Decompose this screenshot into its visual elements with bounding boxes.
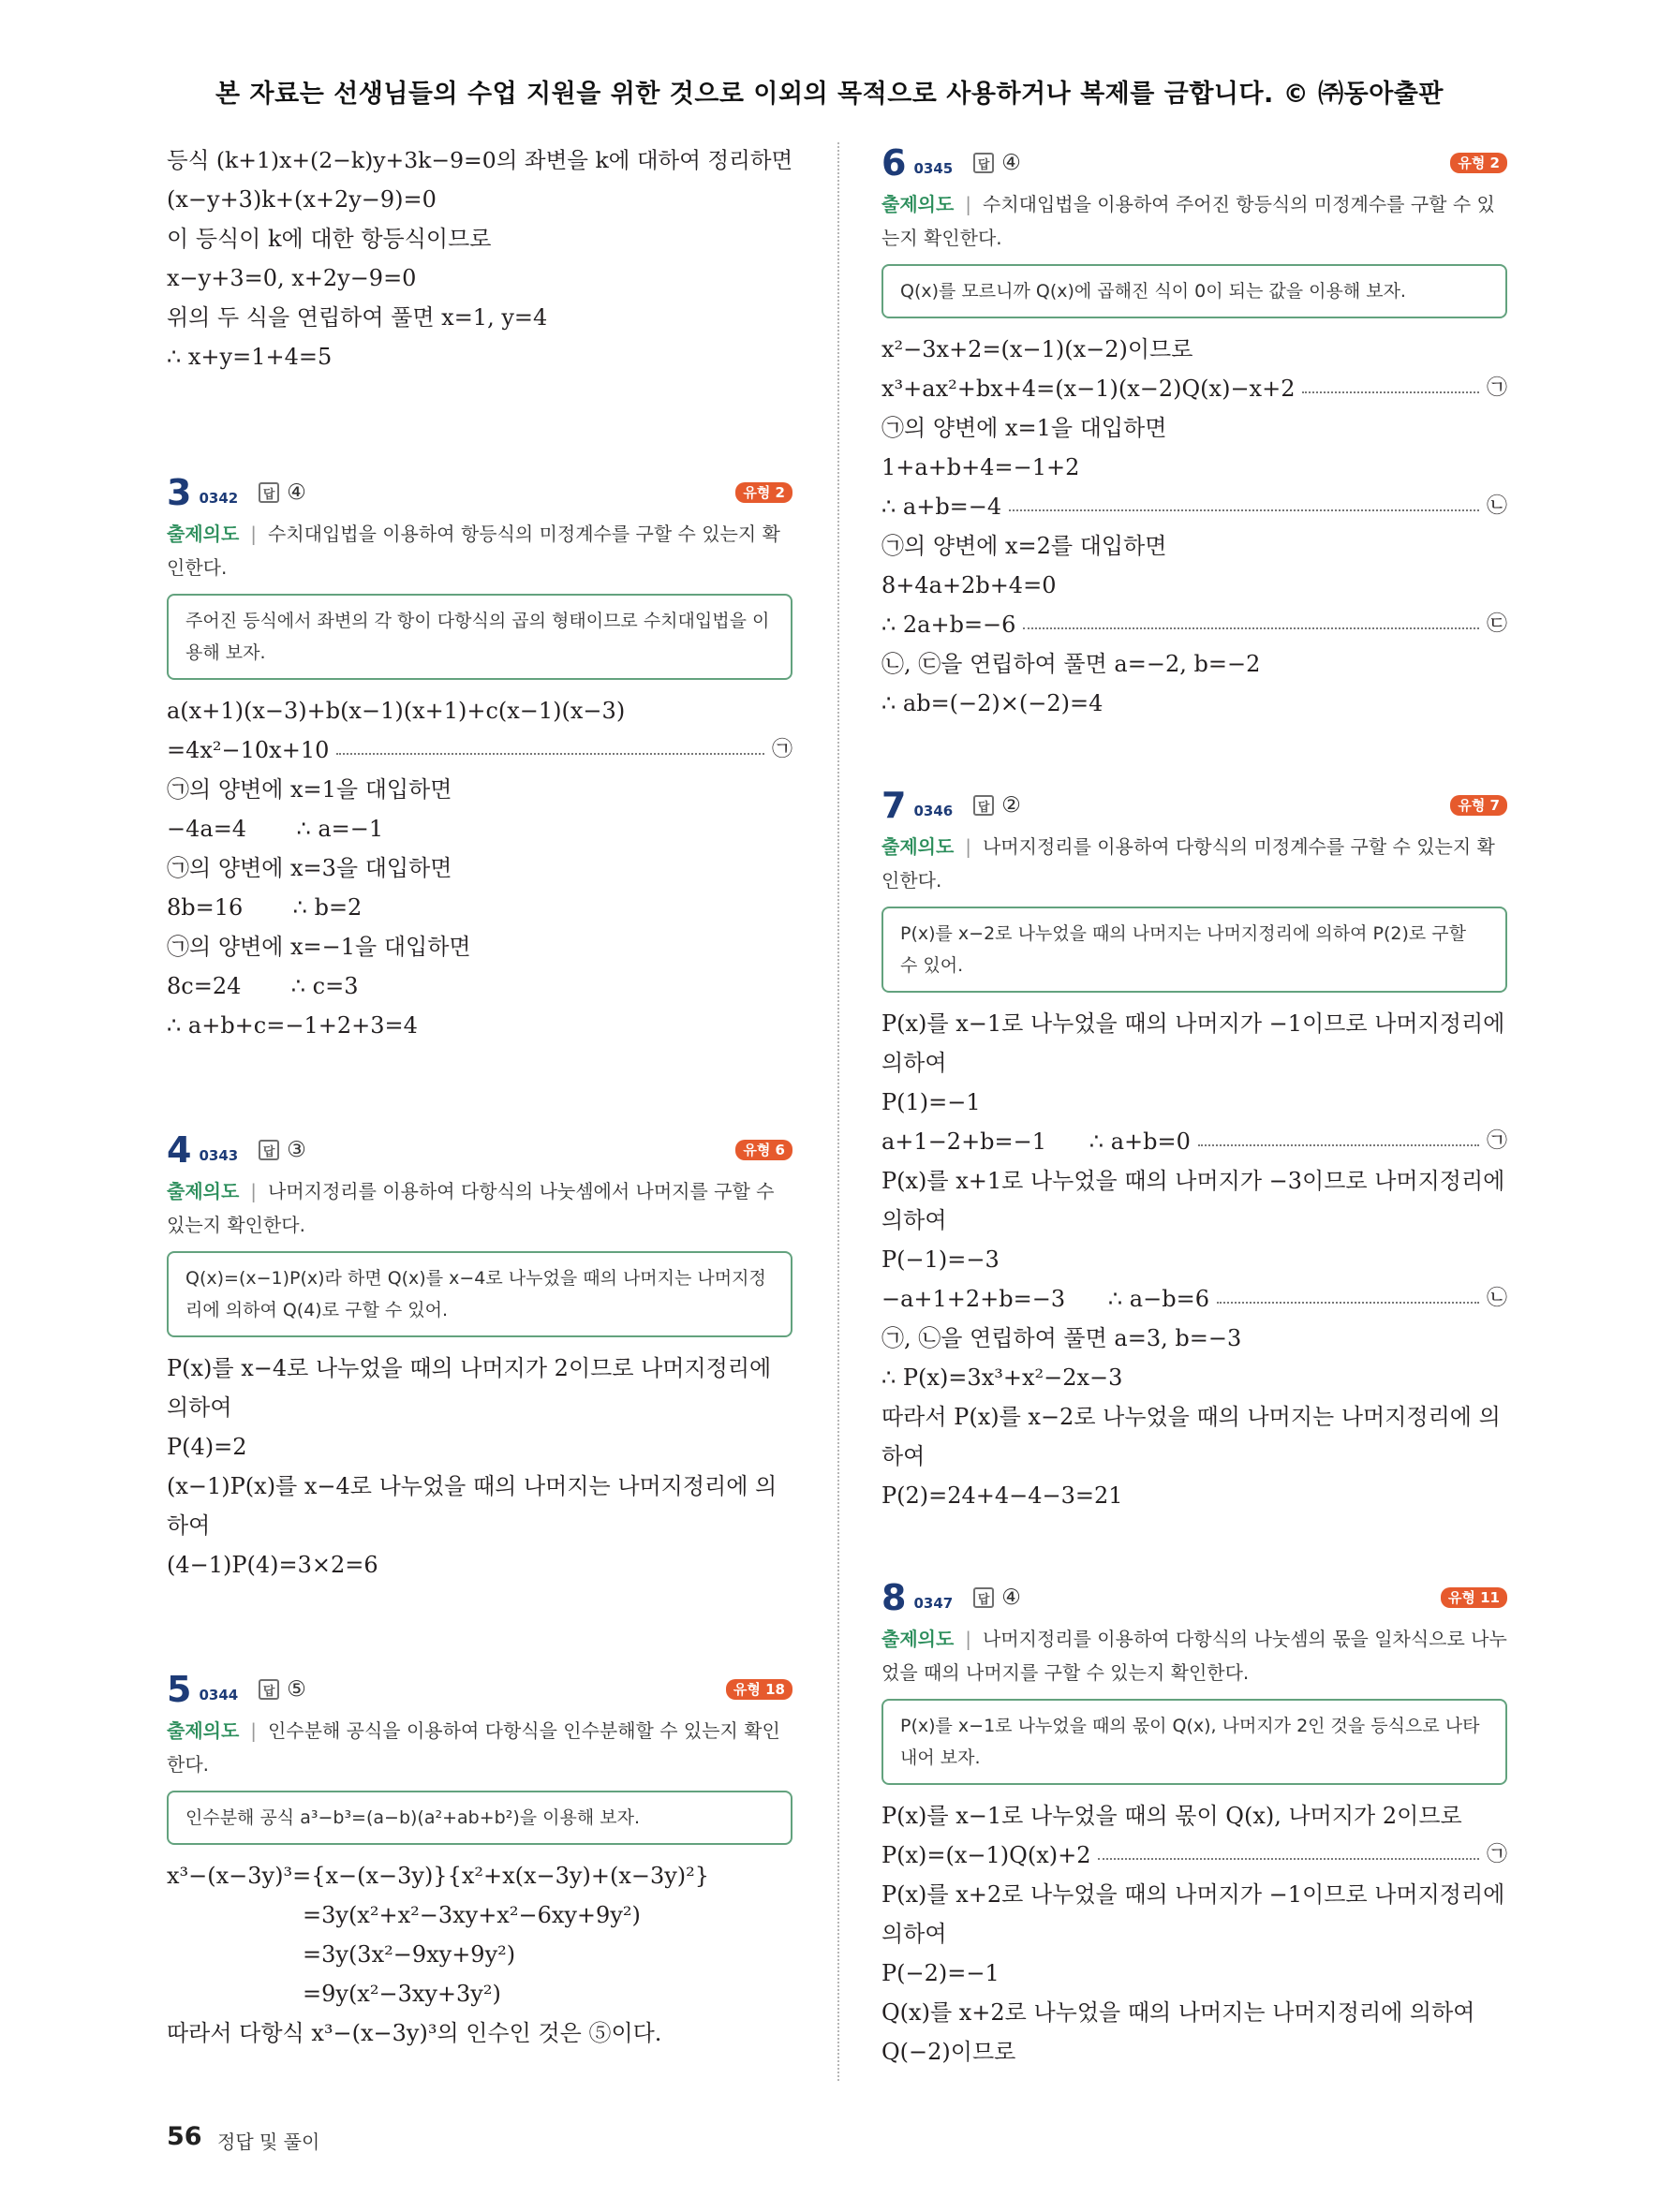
solution-line: −4a=4 ∴ a=−1 [167,816,384,842]
solution-line [167,730,792,770]
intent-text: 출제의도 | 수치대입법을 이용하여 항등식의 미정계수를 구할 수 있는지 확인한다. [167,523,780,579]
solution-line: x²−3x+2=(x−1)(x−2)이므로 [881,336,1193,362]
hint-box: Q(x)=(x−1)P(x)라 하면 Q(x)를 x−4로 나누었을 때의 나머지는 나머지정리에 의하여 Q(4)로 구할 수 있어. [167,1251,792,1337]
problem-code: 0347 [913,1595,954,1612]
type-badge: 유형 2 [1450,153,1507,173]
hint-box: 주어진 등식에서 좌변의 각 항이 다항식의 곱의 형태이므로 수치대입법을 이용해 보자. [167,594,792,680]
intro-solution [167,140,792,376]
equation-text: ∴ 2a+b=−6 [881,612,1016,638]
problem-7 [881,787,1507,1515]
intent-text: 출제의도 | 인수분해 공식을 이용하여 다항식을 인수분해할 수 있는지 확인한다. [167,1719,780,1776]
type-badge: 유형 2 [735,482,792,503]
equation-marker: ㉠ [1486,376,1507,400]
equation-text: a+1−2+b=−1 ∴ a+b=0 [881,1128,1191,1155]
answer-icon: 답 [973,1587,994,1608]
problem-number: 7 [881,785,907,826]
solution-line: Q(x)를 x+2로 나누었을 때의 나머지는 나머지정리에 의하여 [881,1999,1475,2026]
equation-marker: ㉠ [771,738,792,761]
solution-line: ㉠, ㉡을 연립하여 풀면 a=3, b=−3 [881,1325,1242,1351]
answer-icon: 답 [259,482,279,503]
solution-line: P(1)=−1 [881,1089,981,1115]
answer-icon: 답 [259,1679,279,1700]
intent-body: 수치대입법을 이용하여 주어진 항등식의 미정계수를 구할 수 있는지 확인한다. [881,193,1495,249]
left-column [167,140,792,2053]
equation-text: ∴ a+b=−4 [881,494,1002,520]
solution-line: =9y(x²−3xy+3y²) [303,1981,501,2007]
type-badge: 유형 18 [726,1679,792,1700]
intent-label: 출제의도 [881,835,955,858]
solution-line: =3y(x²+x²−3xy+x²−6xy+9y²) [303,1902,641,1928]
solution-line: 이 등식이 k에 대한 항등식이므로 [167,226,492,252]
answer-value: ④ [1001,1585,1021,1610]
answer-icon: 답 [973,153,994,173]
hint-box: 인수분해 공식 a³−b³=(a−b)(a²+ab+b²)을 이용해 보자. [167,1791,792,1845]
solution-line: a(x+1)(x−3)+b(x−1)(x+1)+c(x−1)(x−3) [167,698,626,724]
problem-header [881,144,1507,182]
intent-body: 인수분해 공식을 이용하여 다항식을 인수분해할 수 있는지 확인한다. [167,1719,780,1776]
solution-line: P(−1)=−3 [881,1246,1000,1273]
answer-icon: 답 [259,1140,279,1160]
solution-line: P(x)를 x−1로 나누었을 때의 몫이 Q(x), 나머지가 2이므로 [881,1803,1462,1829]
equation-text: −a+1+2+b=−3 ∴ a−b=6 [881,1286,1209,1312]
type-badge: 유형 11 [1441,1587,1507,1608]
problem-code: 0346 [913,803,954,819]
solution-line: ㉠의 양변에 x=3을 대입하면 [167,855,452,881]
intent-text: 출제의도 | 나머지정리를 이용하여 다항식의 나눗셈에서 나머지를 구할 수 있는지 확인한다. [167,1180,775,1236]
solution-line: 따라서 P(x)를 x−2로 나누었을 때의 나머지는 나머지정리에 의하여 [881,1404,1501,1469]
problem-3 [167,474,792,1045]
intent-label: 출제의도 [881,1628,955,1650]
hint-box: P(x)를 x−2로 나누었을 때의 나머지는 나머지정리에 의하여 P(2)로 구할 수 있어. [881,907,1507,993]
solution-line: 따라서 다항식 x³−(x−3y)³의 인수인 것은 ⑤이다. [167,2020,662,2046]
equation-marker: ㉡ [1486,1287,1507,1310]
problem-number: 6 [881,142,907,184]
solution-line: (x−y+3)k+(x+2y−9)=0 [167,186,437,213]
equation-text: =4x²−10x+10 [167,737,330,763]
problem-header [167,474,792,511]
equation-marker: ㉠ [1486,1843,1507,1866]
solution-line [881,1836,1507,1875]
problem-header [881,1579,1507,1616]
answer-value: ③ [287,1138,306,1162]
solution-line: =3y(3x²−9xy+9y²) [303,1941,516,1968]
problem-header [167,1131,792,1169]
problem-code: 0344 [199,1687,239,1703]
page-number: 56 [167,2122,202,2151]
equation-marker: ㉡ [1486,494,1507,518]
right-column [881,140,1507,2072]
answer-value: ⑤ [287,1677,306,1702]
copyright-notice: 본 자료는 선생님들의 수업 지원을 위한 것으로 이외의 목적으로 사용하거나 복제를 금합니다. © ㈜동아출판 [215,80,1444,109]
solution-line: (x−1)P(x)를 x−4로 나누었을 때의 나머지는 나머지정리에 의하여 [167,1473,778,1539]
equation-marker: ㉢ [1486,612,1507,636]
problem-code: 0343 [199,1147,239,1164]
problem-header [167,1671,792,1708]
solution-line: ㉠의 양변에 x=2를 대입하면 [881,533,1167,559]
hint-box: P(x)를 x−1로 나누었을 때의 몫이 Q(x), 나머지가 2인 것을 등식으로 나타내어 보자. [881,1699,1507,1785]
solution-line: P(x)를 x+1로 나누었을 때의 나머지가 −3이므로 나머지정리에 의하여 [881,1168,1505,1233]
solution-line [881,605,1507,644]
solution-line: ∴ P(x)=3x³+x²−2x−3 [881,1364,1123,1391]
solution-line: P(−2)=−1 [881,1960,1000,1986]
solution-line [881,369,1507,408]
solution-line [881,487,1507,526]
intent-label: 출제의도 [167,523,240,545]
solution-line: ∴ x+y=1+4=5 [167,344,333,370]
type-badge: 유형 7 [1450,795,1507,816]
answer-icon: 답 [973,795,994,816]
problem-5 [167,1671,792,2053]
problem-code: 0345 [913,160,954,177]
intent-body: 나머지정리를 이용하여 다항식의 미정계수를 구할 수 있는지 확인한다. [881,835,1495,892]
intent-body: 수치대입법을 이용하여 항등식의 미정계수를 구할 수 있는지 확인한다. [167,523,780,579]
problem-8 [881,1579,1507,2072]
solution-line: ㉠의 양변에 x=−1을 대입하면 [167,934,471,960]
problem-number: 4 [167,1129,192,1171]
intent-text: 출제의도 | 나머지정리를 이용하여 다항식의 나눗셈의 몫을 일차식으로 나누었을 때의 나머지를 구할 수 있는지 확인한다. [881,1628,1507,1684]
problem-number: 5 [167,1669,192,1710]
footer-label: 정답 및 풀이 [217,2131,320,2153]
intent-label: 출제의도 [167,1719,240,1742]
solution-line: P(x)를 x−4로 나누었을 때의 나머지가 2이므로 나머지정리에 의하여 [167,1355,772,1421]
solution-line: x−y+3=0, x+2y−9=0 [167,265,417,291]
intent-body: 나머지정리를 이용하여 다항식의 나눗셈에서 나머지를 구할 수 있는지 확인한다. [167,1180,775,1236]
column-divider [837,142,839,2081]
solution-line: 8+4a+2b+4=0 [881,572,1057,598]
problem-header [881,787,1507,824]
solution-line: P(x)를 x+2로 나누었을 때의 나머지가 −1이므로 나머지정리에 의하여 [881,1881,1505,1947]
solution-line: ㉠의 양변에 x=1을 대입하면 [881,415,1167,441]
equation-text: x³+ax²+bx+4=(x−1)(x−2)Q(x)−x+2 [881,376,1296,402]
problem-number: 8 [881,1577,907,1618]
solution-line: 등식 (k+1)x+(2−k)y+3k−9=0의 좌변을 k에 대하여 정리하면 [167,147,793,173]
solution-line: ∴ ab=(−2)×(−2)=4 [881,690,1104,716]
solution-line [881,1279,1507,1319]
problem-4 [167,1131,792,1585]
problem-code: 0342 [199,490,239,507]
answer-value: ② [1001,793,1021,818]
intent-label: 출제의도 [881,193,955,215]
solution-line: ∴ a+b+c=−1+2+3=4 [167,1012,418,1039]
intent-body: 나머지정리를 이용하여 다항식의 나눗셈의 몫을 일차식으로 나누었을 때의 나머지를 구할 수 있는지 확인한다. [881,1628,1507,1684]
answer-value: ④ [1001,151,1021,175]
solution-line: 1+a+b+4=−1+2 [881,454,1080,480]
equation-text: P(x)=(x−1)Q(x)+2 [881,1842,1091,1868]
solution-line: 위의 두 식을 연립하여 풀면 x=1, y=4 [167,304,548,331]
answer-value: ④ [287,480,306,505]
solution-line: ㉠의 양변에 x=1을 대입하면 [167,776,452,803]
problem-6 [881,144,1507,723]
solution-line [881,1122,1507,1161]
equation-marker: ㉠ [1486,1129,1507,1153]
solution-line: x³−(x−3y)³={x−(x−3y)}{x²+x(x−3y)+(x−3y)²} [167,1863,710,1889]
intent-text: 출제의도 | 나머지정리를 이용하여 다항식의 미정계수를 구할 수 있는지 확인한다. [881,835,1495,892]
problem-number: 3 [167,472,192,513]
solution-line: 8c=24 ∴ c=3 [167,973,359,999]
hint-box: Q(x)를 모르니까 Q(x)에 곱해진 식이 0이 되는 값을 이용해 보자. [881,264,1507,318]
solution-line: Q(−2)이므로 [881,2039,1016,2065]
solution-line: P(4)=2 [167,1434,247,1460]
intent-text: 출제의도 | 수치대입법을 이용하여 주어진 항등식의 미정계수를 구할 수 있는지 확인한다. [881,193,1495,249]
intent-label: 출제의도 [167,1180,240,1202]
solution-line: P(x)를 x−1로 나누었을 때의 나머지가 −1이므로 나머지정리에 의하여 [881,1010,1505,1076]
solution-line: ㉡, ㉢을 연립하여 풀면 a=−2, b=−2 [881,651,1261,677]
type-badge: 유형 6 [735,1140,792,1160]
solution-line: P(2)=24+4−4−3=21 [881,1482,1123,1509]
solution-line: (4−1)P(4)=3×2=6 [167,1552,378,1578]
solution-line: 8b=16 ∴ b=2 [167,894,363,921]
